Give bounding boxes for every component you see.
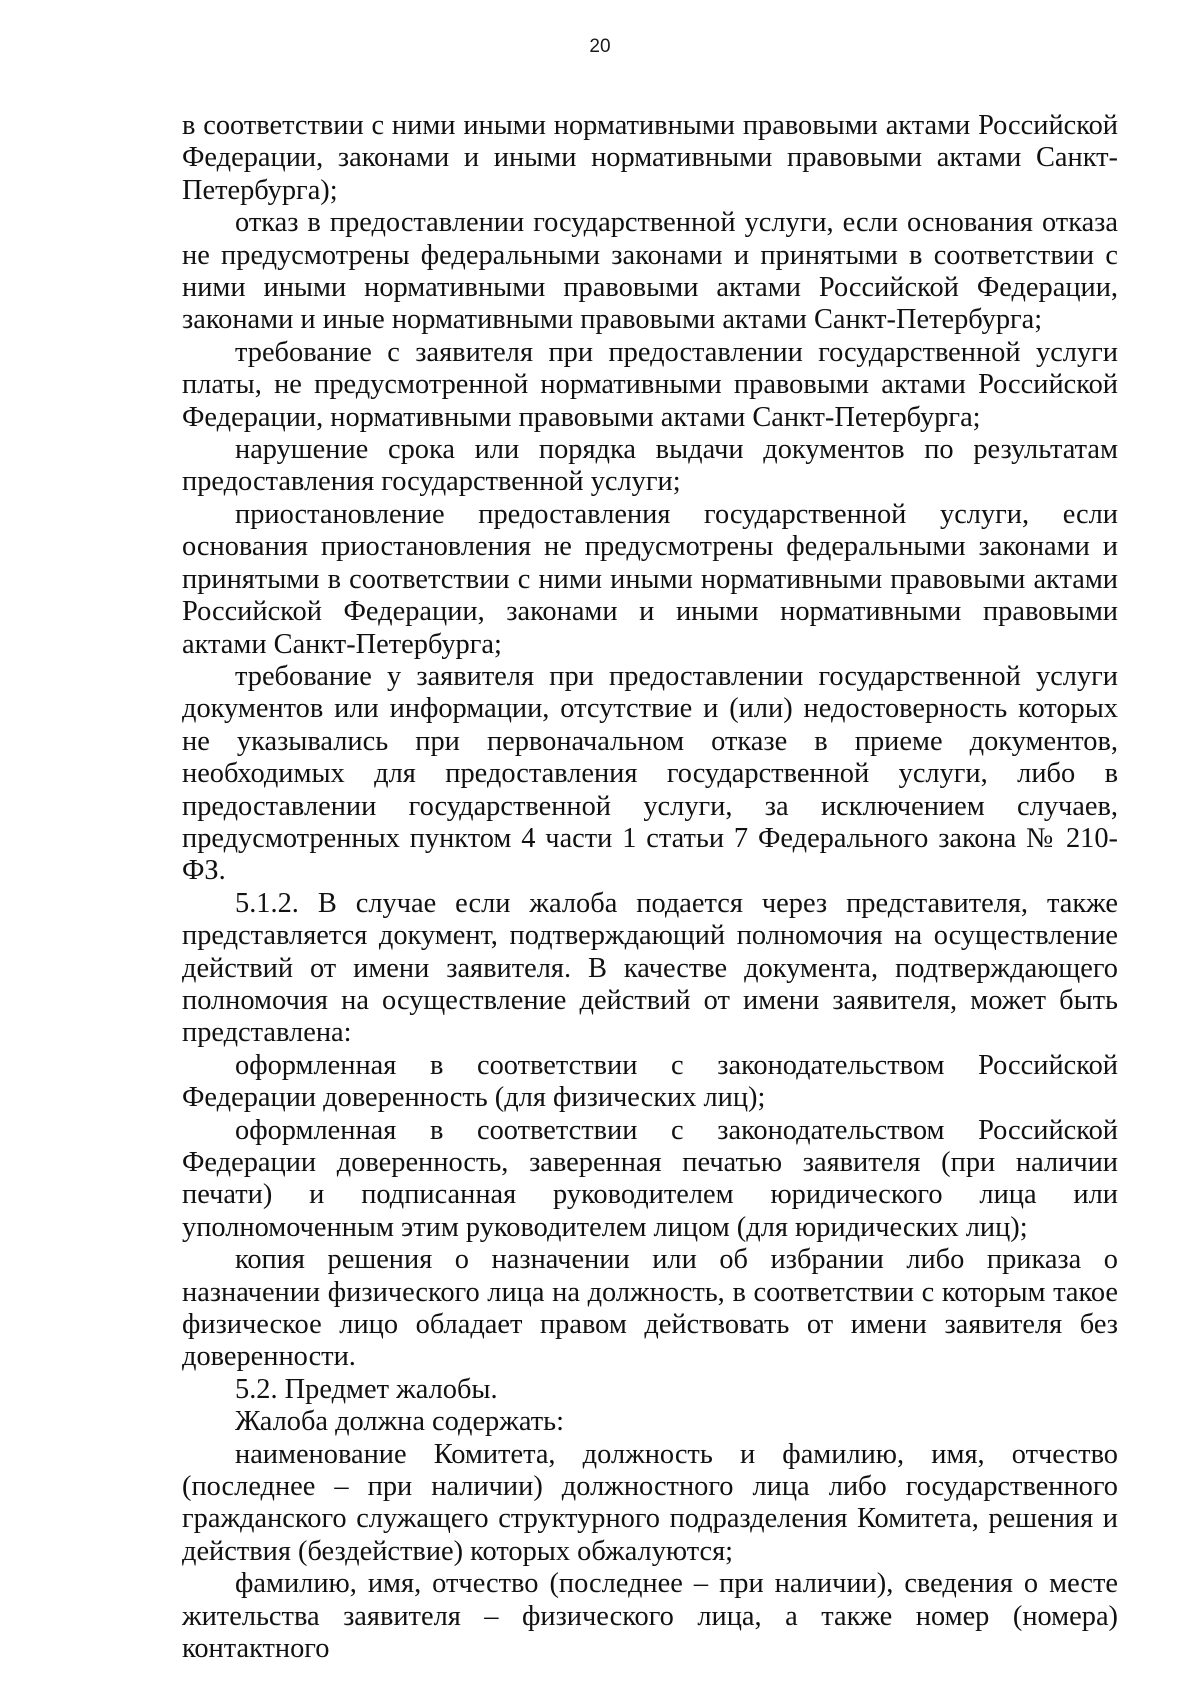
document-body bbox=[182, 110, 1118, 1666]
paragraph-individual-power-of-attorney: оформленная в соответствии с законодательством Российской Федерации доверенность (для физических лиц); bbox=[182, 1049, 1118, 1114]
paragraph-legal-entity-power-of-attorney: оформленная в соответствии с законодательством Российской Федерации доверенность, заверенная печатью заявителя (при наличии печати) и подписанная руководителем юридического лица или уполномоченным этим руководителем лицом (для юридических лиц); bbox=[182, 1114, 1118, 1243]
paragraph-documents-requirement: требование у заявителя при предоставлении государственной услуги документов или информации, отсутствие и (или) недостоверность которых не указывались при первоначальном отказе в приеме документов, необходимых для предоставления государственной услуги, либо в предоставлении государственной услуги, за исключением случаев, предусмотренных пунктом 4 части 1 статьи 7 Федерального закона № 210-ФЗ. bbox=[182, 660, 1118, 887]
paragraph-applicant-details: фамилию, имя, отчество (последнее – при наличии), сведения о месте жительства заявителя – физического лица, а также номер (номера) контактного bbox=[182, 1568, 1118, 1665]
paragraph-complaint-contents: Жалоба должна содержать: bbox=[235, 1406, 564, 1438]
paragraph-appointment-decision: копия решения о назначении или об избрании либо приказа о назначении физического лица на должность, в соответствии с которым такое физическое лицо обладает правом действовать от имени заявителя без доверенности. bbox=[182, 1244, 1118, 1373]
paragraph-suspension: приостановление предоставления государственной услуги, если основания приостановления не предусмотрены федеральными законами и принятыми в соответствии с ними иными нормативными правовыми актами Российской Федерации, законами и иными нормативными правовыми актами Санкт-Петербурга; bbox=[182, 498, 1118, 660]
paragraph-section-5-1-2: 5.1.2. В случае если жалоба подается через представителя, также представляется документ, подтверждающий полномочия на осуществление действий от имени заявителя. В качестве документа, подтверждающего полномочия на осуществление действий от имени заявителя, может быть представлена: bbox=[182, 887, 1118, 1049]
paragraph-refusal: отказ в предоставлении государственной услуги, если основания отказа не предусмотрены федеральными законами и принятыми в соответствии с ними иными нормативными правовыми актами Российской Федерации, законами и иные нормативными правовыми актами Санкт-Петербурга; bbox=[182, 207, 1118, 336]
section-heading-5-2: 5.2. Предмет жалобы. bbox=[235, 1373, 498, 1405]
paragraph-fee-requirement: требование с заявителя при предоставлении государственной услуги платы, не предусмотренной нормативными правовыми актами Российской Федерации, нормативными правовыми актами Санкт-Петербурга; bbox=[182, 336, 1118, 433]
page-number: 20 bbox=[589, 36, 611, 57]
paragraph-deadline-violation: нарушение срока или порядка выдачи документов по результатам предоставления государственной услуги; bbox=[182, 434, 1118, 498]
paragraph-continuation: в соответствии с ними иными нормативными правовыми актами Российской Федерации, законами и иными нормативными правовыми актами Санкт-Петербурга); bbox=[182, 110, 1118, 206]
paragraph-committee-name: наименование Комитета, должность и фамилию, имя, отчество (последнее – при наличии) должностного лица либо государственного гражданского служащего структурного подразделения Комитета, решения и действия (бездействие) которых обжалуются; bbox=[182, 1438, 1118, 1567]
